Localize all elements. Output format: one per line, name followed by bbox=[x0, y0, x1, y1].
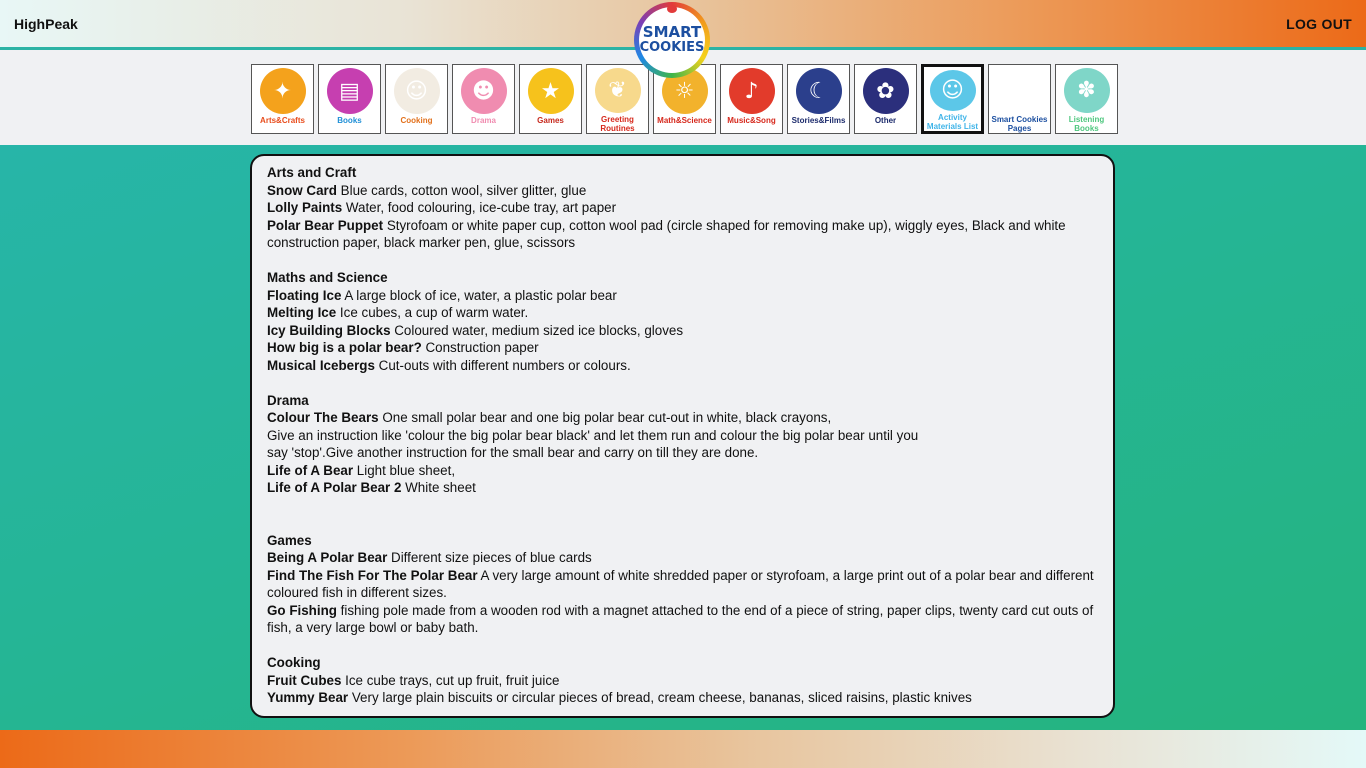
section-title: Maths and Science bbox=[267, 270, 388, 285]
activity-materials: fishing pole made from a wooden rod with a magnet attached to the end of a piece of string, paper clips, twenty card cut outs of fish, a very large bowl or baby bath. bbox=[267, 602, 1094, 635]
nav-tile-label: Stories&Films bbox=[791, 116, 846, 125]
nav-tile-smart-cookies-pages[interactable] bbox=[988, 64, 1051, 134]
clown-icon: ☻ bbox=[461, 68, 507, 114]
scientist-icon: ☼ bbox=[662, 68, 708, 114]
nav-tile-label: Arts&Crafts bbox=[260, 116, 305, 125]
activity-name: Find The Fish For The Polar Bear bbox=[267, 567, 478, 583]
nav-tile-greeting-routines[interactable] bbox=[586, 64, 649, 134]
material-item bbox=[267, 182, 1099, 200]
activity-materials: Cut-outs with different numbers or colours. bbox=[374, 357, 631, 373]
nav-tile-label: Drama bbox=[471, 116, 496, 125]
section-drama bbox=[267, 392, 1099, 497]
book-icon: ▤ bbox=[327, 68, 373, 114]
section-title: Games bbox=[267, 532, 312, 548]
material-item bbox=[267, 322, 1099, 340]
activity-materials: Different size pieces of blue cards bbox=[387, 550, 592, 565]
smart-cookies-logo[interactable] bbox=[634, 2, 710, 78]
material-item bbox=[267, 409, 1099, 427]
nav-tile-label: Books bbox=[337, 116, 362, 125]
nav-tile-stories-films[interactable] bbox=[787, 64, 850, 134]
nav-tile-label: Cooking bbox=[400, 116, 433, 125]
section-title: Drama bbox=[267, 392, 309, 408]
listening-icon: ✽ bbox=[1064, 68, 1110, 113]
nav-tile-cooking[interactable] bbox=[385, 64, 448, 134]
activity-materials: Ice cubes, a cup of warm water. bbox=[336, 305, 529, 320]
activity-materials: One small polar bear and one big polar bear cut-out in white, black crayons, bbox=[378, 410, 832, 425]
ornaments-icon: ✦ bbox=[260, 68, 306, 114]
activity-materials: Construction paper bbox=[421, 340, 539, 355]
material-item bbox=[267, 567, 1099, 602]
activity-materials: Styrofoam or white paper cup, cotton wool pad (circle shaped for removing make up), wiggly eyes, Black and white construction paper, black marker pen, glue, scissors bbox=[267, 217, 1066, 250]
brand-name: HighPeak bbox=[14, 16, 78, 32]
material-item bbox=[267, 672, 1099, 690]
logo-cherry-icon bbox=[667, 5, 677, 13]
activity-name: Go Fishing bbox=[267, 602, 337, 618]
activity-name: Musical Icebergs bbox=[267, 357, 375, 373]
section-maths-and-science bbox=[267, 269, 1099, 374]
nav-tile-label: Games bbox=[537, 116, 564, 125]
section-arts-and-craft bbox=[267, 164, 1099, 252]
activity-materials: Water, food colouring, ice-cube tray, art paper bbox=[342, 200, 617, 215]
nav-tile-label: Smart Cookies Pages bbox=[991, 115, 1048, 133]
games-icon: ★ bbox=[528, 68, 574, 114]
nav-tile-games[interactable] bbox=[519, 64, 582, 134]
activity-materials: A very large amount of white shredded paper or styrofoam, a large print out of a polar bear and different coloured fish in different sizes. bbox=[267, 567, 1094, 600]
nav-tile-activity-materials-list[interactable] bbox=[921, 64, 984, 134]
activity-name: Life of A Polar Bear 2 bbox=[267, 480, 402, 495]
nav-tile-label: Greeting Routines bbox=[600, 115, 635, 133]
butterfly-icon: ❦ bbox=[595, 68, 641, 113]
nav-tile-label: Activity Materials List bbox=[926, 113, 979, 131]
chef-icon: ☺ bbox=[394, 68, 440, 114]
section-cooking bbox=[267, 654, 1099, 707]
section-title: Cooking bbox=[267, 655, 321, 670]
activity-instruction: say 'stop'.Give another instruction for the small bear and carry on till they are done. bbox=[267, 445, 759, 460]
activity-materials: Very large plain biscuits or circular pieces of bread, cream cheese, bananas, sliced raisins, plastic knives bbox=[348, 690, 972, 705]
activity-instruction: Give an instruction like 'colour the big polar bear black' and let them run and colour the big polar bear until you bbox=[267, 427, 919, 443]
nav-tile-arts-crafts[interactable] bbox=[251, 64, 314, 134]
material-item bbox=[267, 304, 1099, 322]
other-icon: ✿ bbox=[863, 68, 909, 114]
activity-name: Polar Bear Puppet bbox=[267, 217, 384, 233]
material-item bbox=[267, 462, 1099, 480]
nav-tile-label: Math&Science bbox=[657, 116, 712, 125]
material-item bbox=[267, 479, 1099, 497]
pages-icon: ❀ bbox=[997, 68, 1043, 113]
nav-tile-label: Listening Books bbox=[1068, 115, 1105, 133]
nav-tile-music-song[interactable] bbox=[720, 64, 783, 134]
nav-tile-drama[interactable] bbox=[452, 64, 515, 134]
activity-name: Being A Polar Bear bbox=[267, 550, 388, 565]
material-item bbox=[267, 217, 1099, 252]
material-item bbox=[267, 602, 1099, 637]
material-item bbox=[267, 549, 1099, 567]
nav-tile-label: Music&Song bbox=[727, 116, 776, 125]
activity-name: Fruit Cubes bbox=[267, 672, 342, 688]
material-item bbox=[267, 287, 1099, 305]
logo-text-line1: SMART bbox=[642, 23, 702, 41]
activity-materials: Coloured water, medium sized ice blocks, gloves bbox=[390, 322, 684, 338]
section-title: Arts and Craft bbox=[267, 165, 357, 180]
activity-name: Melting Ice bbox=[267, 305, 337, 320]
nav-tile-other[interactable] bbox=[854, 64, 917, 134]
section-games bbox=[267, 532, 1099, 637]
materials-icon: ☺ bbox=[930, 70, 976, 111]
nav-tile-listening-books[interactable] bbox=[1055, 64, 1118, 134]
activity-name: Life of A Bear bbox=[267, 462, 354, 478]
activity-name: Yummy Bear bbox=[267, 690, 349, 705]
activity-materials: Ice cube trays, cut up fruit, fruit juice bbox=[341, 672, 560, 688]
logout-button[interactable]: LOG OUT bbox=[1286, 16, 1352, 32]
logo-text-line2: COOKIES bbox=[639, 40, 705, 55]
stories-icon: ☾ bbox=[796, 68, 842, 114]
material-item bbox=[267, 357, 1099, 375]
activity-name: How big is a polar bear? bbox=[267, 340, 422, 355]
nav-tile-books[interactable] bbox=[318, 64, 381, 134]
material-item bbox=[267, 339, 1099, 357]
activity-name: Floating Ice bbox=[267, 287, 342, 303]
activity-materials: Blue cards, cotton wool, silver glitter, glue bbox=[336, 182, 587, 198]
activity-name: Lolly Paints bbox=[267, 200, 343, 215]
nav-tile-label: Other bbox=[874, 116, 897, 125]
activity-materials: A large block of ice, water, a plastic polar bear bbox=[341, 287, 617, 303]
activity-name: Colour The Bears bbox=[267, 410, 379, 425]
activity-name: Icy Building Blocks bbox=[267, 322, 391, 338]
activity-name: Snow Card bbox=[267, 182, 337, 198]
music-icon: ♪ bbox=[729, 68, 775, 114]
material-item bbox=[267, 199, 1099, 217]
activity-materials: Light blue sheet, bbox=[353, 462, 456, 478]
footer-bar bbox=[0, 730, 1366, 768]
materials-list-panel bbox=[250, 154, 1115, 718]
activity-materials: White sheet bbox=[401, 480, 476, 495]
material-item bbox=[267, 689, 1099, 707]
